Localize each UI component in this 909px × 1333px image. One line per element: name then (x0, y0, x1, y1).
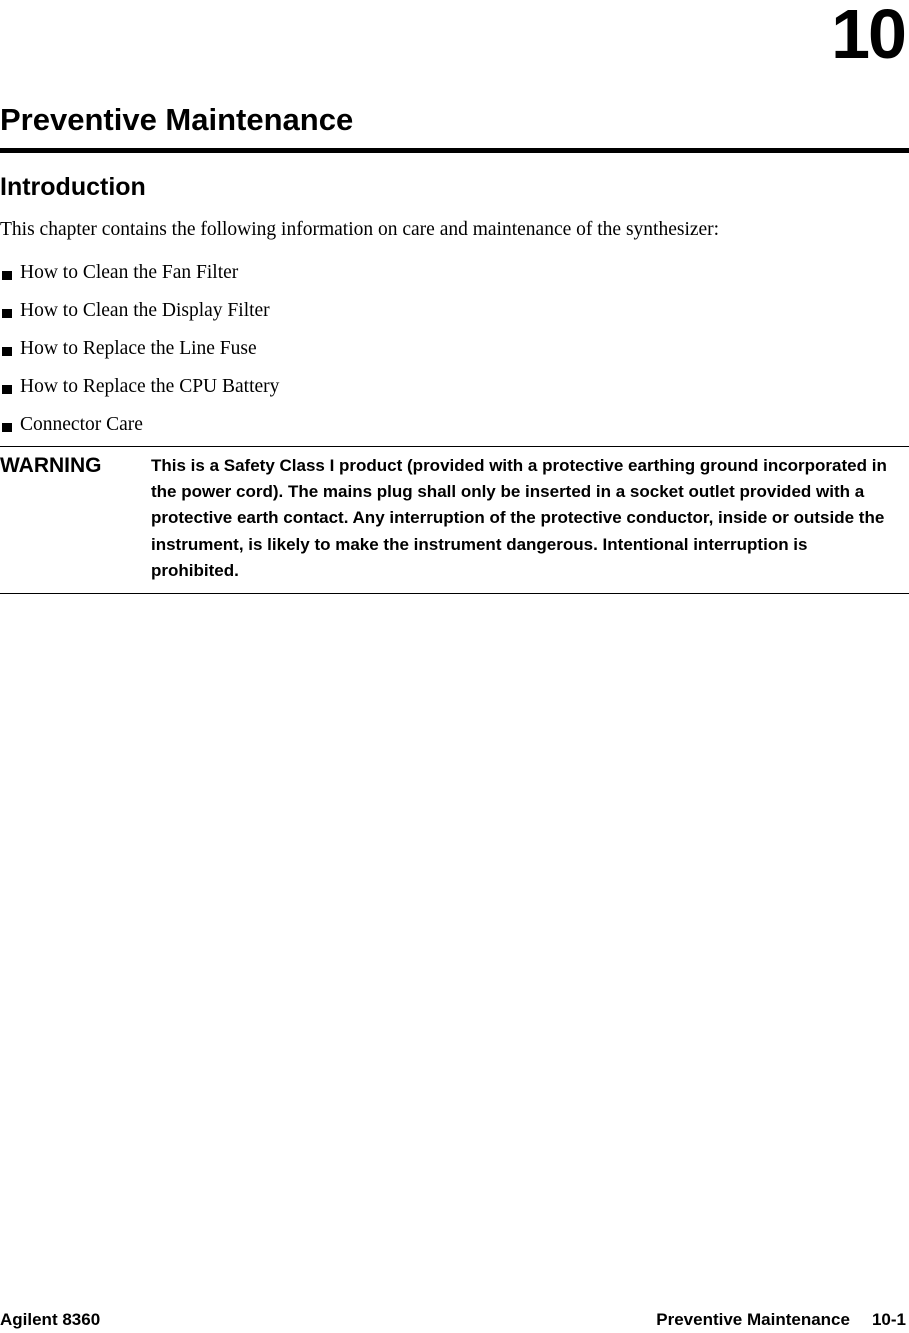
list-item (0, 330, 279, 368)
page-number: 10-1 (871, 1310, 906, 1329)
warning-text: This is a Safety Class I product (provided with a protective earthing ground incorporated in the power cord). The mains plug shall only be inserted in a socket outlet provided with a protective earth contact. Any interruption of the protective conductor, inside or outside the instrument, is likely to make the instrument dangerous. Intentional interruption is prohibited. (151, 456, 887, 580)
intro-paragraph: This chapter contains the following information on care and maintenance of the synthesizer: (0, 219, 720, 240)
warning-label: WARNING (0, 454, 102, 477)
bullet-icon (2, 271, 12, 280)
footer-chapter-title: Preventive Maintenance (656, 1310, 850, 1329)
bullet-icon (2, 347, 12, 356)
footer-product-name: Agilent 8360 (0, 1310, 101, 1329)
list-item-text: How to Clean the Fan Filter (20, 262, 239, 283)
chapter-title: Preventive Maintenance (0, 102, 354, 137)
warning-top-rule (0, 446, 909, 447)
list-item-text: How to Clean the Display Filter (20, 300, 270, 321)
chapter-number: 10 (831, 0, 905, 73)
footer-page-info (656, 1307, 906, 1333)
list-item-text: How to Replace the CPU Battery (20, 376, 280, 397)
bullet-icon (2, 309, 12, 318)
section-heading: Introduction (0, 173, 146, 201)
topic-list (0, 254, 279, 444)
list-item-text: Connector Care (20, 414, 143, 435)
list-item (0, 368, 279, 406)
title-rule (0, 148, 909, 153)
list-item-text: How to Replace the Line Fuse (20, 338, 257, 359)
list-item (0, 406, 279, 444)
bullet-icon (2, 423, 12, 432)
list-item (0, 254, 279, 292)
list-item (0, 292, 279, 330)
warning-bottom-rule (0, 593, 909, 594)
bullet-icon (2, 385, 12, 394)
